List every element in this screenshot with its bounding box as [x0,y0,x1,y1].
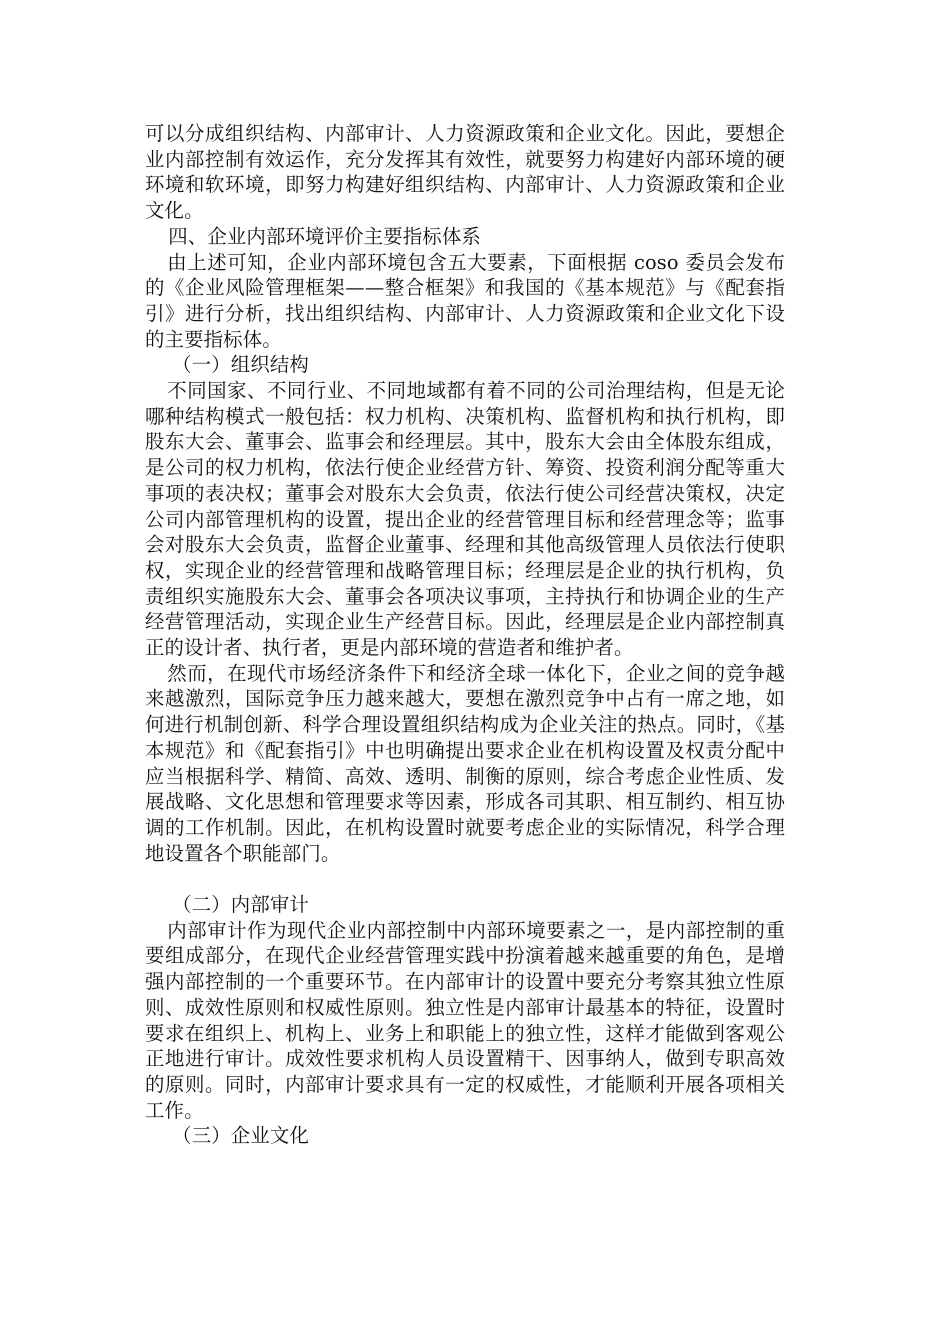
section-heading-4: 四、企业内部环境评价主要指标体系 [168,224,481,248]
document-body [145,121,785,1149]
paragraph-overview: 由上述可知，企业内部环境包含五大要素，下面根据 coso 委员会发布的《企业风险管理框架——整合框架》和我国的《基本规范》与《配套指引》进行分析，找出组织结构、内部审计、人力资源政策和企业文化下设的主要指标体。 [145,250,785,351]
paragraph-spacer [145,866,785,892]
subheading-internal-audit: （二）内部审计 [172,893,309,917]
paragraph-organization-design: 然而，在现代市场经济条件下和经济全球一体化下，企业之间的竞争越来越激烈，国际竞争压力越来越大，要想在激烈竞争中占有一席之地，如何进行机制创新、科学合理设置组织结构成为企业关注的热点。同时，《基本规范》和《配套指引》中也明确提出要求企业在机构设置及权责分配中应当根据科学、精简、高效、透明、制衡的原则，综合考虑企业性质、发展战略、文化思想和管理要求等因素，形成各司其职、相互制约、相互协调的工作机制。因此，在机构设置时就要考虑企业的实际情况，科学合理地设置各个职能部门。 [145,661,785,865]
subheading-corporate-culture: （三）企业文化 [172,1124,309,1148]
paragraph-intro: 可以分成组织结构、内部审计、人力资源政策和企业文化。因此，要想企业内部控制有效运作，充分发挥其有效性，就要努力构建好内部环境的硬环境和软环境，即努力构建好组织结构、内部审计、人力资源政策和企业文化。 [145,122,785,223]
paragraph-organization-structure: 不同国家、不同行业、不同地域都有着不同的公司治理结构，但是无论哪种结构模式一般包括：权力机构、决策机构、监督机构和执行机构，即股东大会、董事会、监事会和经理层。其中，股东大会由全体股东组成，是公司的权力机构，依法行使企业经营方针、筹资、投资利润分配等重大事项的表决权；董事会对股东大会负责，依法行使公司经营决策权，决定公司内部管理机构的设置，提出企业的经营管理目标和经营理念等；监事会对股东大会负责，监督企业董事、经理和其他高级管理人员依法行使职权，实现企业的经营管理和战略管理目标；经理层是企业的执行机构，负责组织实施股东大会、董事会各项决议事项，主持执行和协调企业的生产经营管理活动，实现企业生产经营目标。因此，经理层是企业内部控制真正的设计者、执行者，更是内部环境的营造者和维护者。 [145,379,785,660]
subheading-organization-structure: （一）组织结构 [172,353,309,377]
paragraph-internal-audit: 内部审计作为现代企业内部控制中内部环境要素之一，是内部控制的重要组成部分，在现代企业经营管理实践中扮演着越来越重要的角色，是增强内部控制的一个重要环节。在内部审计的设置中要充分考察其独立性原则、成效性原则和权威性原则。独立性是内部审计最基本的特征，设置时要求在组织上、机构上、业务上和职能上的独立性，这样才能做到客观公正地进行审计。成效性要求机构人员设置精干、因事纳人，做到专职高效的原则。同时，内部审计要求具有一定的权威性，才能顺利开展各项相关工作。 [145,918,785,1122]
